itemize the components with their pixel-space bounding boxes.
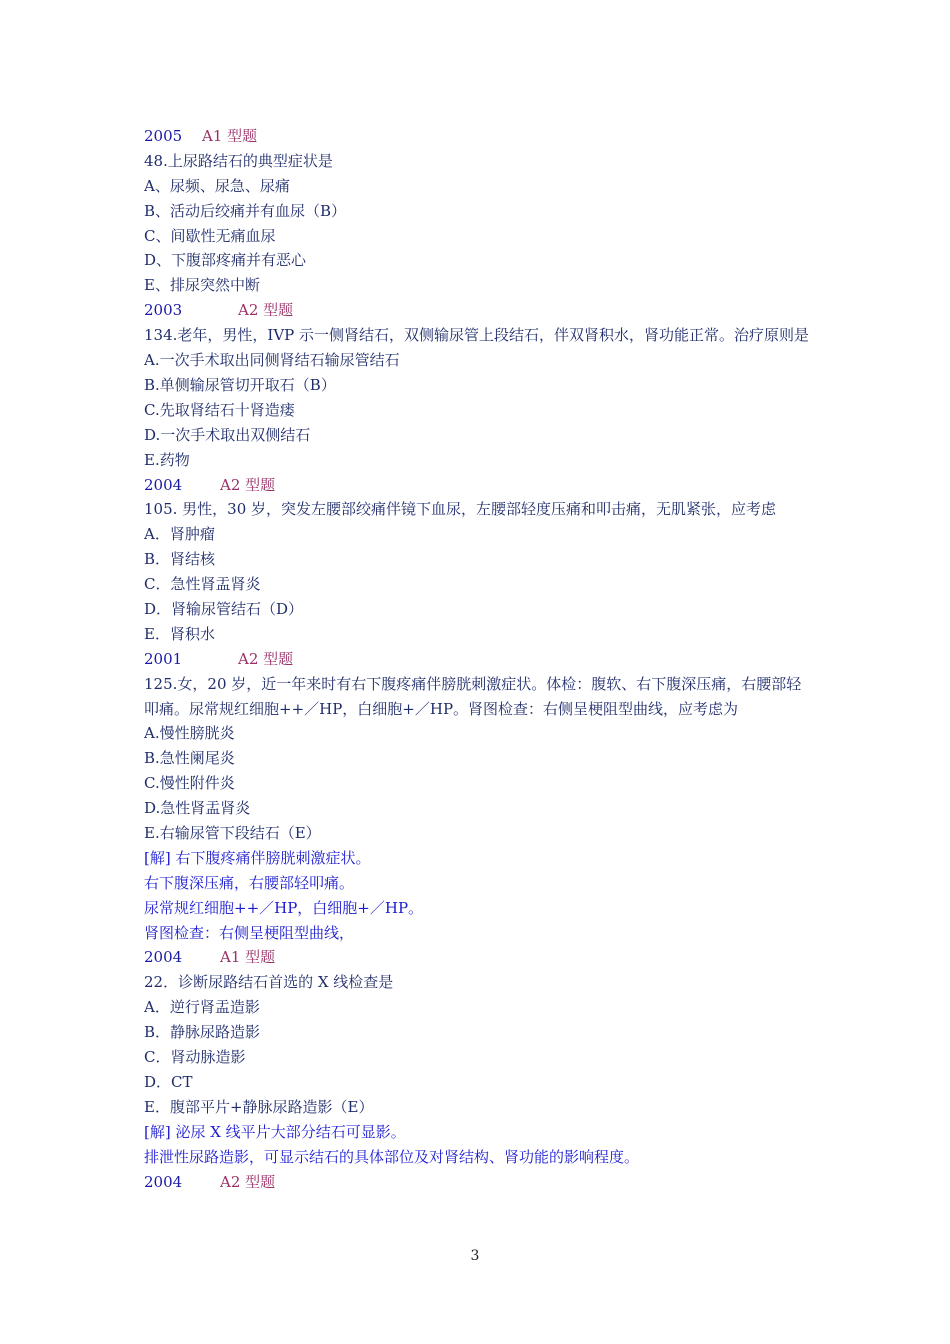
answer-option: B.单侧输尿管切开取石（B） xyxy=(144,375,336,394)
question-header xyxy=(144,124,814,149)
answer-option: D.急性肾盂肾炎 xyxy=(144,799,251,818)
question-text: 48.上尿路结石的典型症状是 xyxy=(144,151,333,170)
question-type: A2 型题 xyxy=(220,1172,276,1191)
answer-option: C.慢性附件炎 xyxy=(144,774,235,793)
exam-year: 2004 xyxy=(144,1172,183,1191)
question-type: A2 型题 xyxy=(220,475,276,494)
question-type: A2 型题 xyxy=(238,649,294,668)
answer-option: D．CT xyxy=(144,1072,193,1091)
exam-year: 2004 xyxy=(144,475,183,494)
answer-option: A．逆行肾盂造影 xyxy=(144,998,260,1017)
question-header xyxy=(144,473,814,498)
answer-option: B、活动后绞痛并有血尿（B） xyxy=(144,201,347,220)
explanation-line: 肾图检查：右侧呈梗阻型曲线， xyxy=(144,923,355,942)
answer-option: C.先取肾结石十肾造瘘 xyxy=(144,400,295,419)
answer-option: C．急性肾盂肾炎 xyxy=(144,575,261,594)
answer-option: A.一次手术取出同侧肾结石输尿管结石 xyxy=(144,351,400,370)
question-header xyxy=(144,647,814,672)
exam-year: 2003 xyxy=(144,301,183,320)
exam-year: 2004 xyxy=(144,948,183,967)
question-text: 105. 男性，30 岁，突发左腰部绞痛伴镜下血尿，左腰部轻度压痛和叩击痛，无肌紧张，应考虑 xyxy=(144,500,777,519)
question-header xyxy=(144,1170,814,1195)
answer-option: E．肾积水 xyxy=(144,624,215,643)
answer-option: A.慢性膀胱炎 xyxy=(144,724,235,743)
answer-option: B．静脉尿路造影 xyxy=(144,1023,261,1042)
question-type: A1 型题 xyxy=(220,948,276,967)
explanation-line: 右下腹深压痛，右腰部轻叩痛。 xyxy=(144,873,355,892)
answer-option: D、下腹部疼痛并有恶心 xyxy=(144,251,307,270)
question-text: 134.老年，男性，IVP 示一侧肾结石，双侧输尿管上段结石，伴双肾积水，肾功能正常。治疗原则是 xyxy=(144,326,810,345)
answer-option: C．肾动脉造影 xyxy=(144,1048,246,1067)
answer-option: E．腹部平片+静脉尿路造影（E） xyxy=(144,1097,374,1116)
answer-option: A、尿频、尿急、尿痛 xyxy=(144,176,290,195)
answer-option: A．肾肿瘤 xyxy=(144,525,215,544)
question-header xyxy=(144,298,814,323)
question-type: A1 型题 xyxy=(202,127,258,145)
answer-option: E.右输尿管下段结石（E） xyxy=(144,824,321,843)
answer-option: E、排尿突然中断 xyxy=(144,276,260,295)
explanation-line: [解] 右下腹疼痛伴膀胱刺激症状。 xyxy=(144,848,371,867)
explanation-line: [解] 泌尿 X 线平片大部分结石可显影。 xyxy=(144,1122,406,1141)
answer-option: E.药物 xyxy=(144,450,190,469)
answer-option: D.一次手术取出双侧结石 xyxy=(144,425,311,444)
explanation-line: 排泄性尿路造影，可显示结石的具体部位及对肾结构、肾功能的影响程度。 xyxy=(144,1147,640,1166)
question-text: 22．诊断尿路结石首选的 X 线检查是 xyxy=(144,973,394,992)
exam-year: 2005 xyxy=(144,127,183,145)
explanation-line: 尿常规红细胞++／HP，白细胞+／HP。 xyxy=(144,898,424,917)
answer-option: B.急性阑尾炎 xyxy=(144,749,235,768)
answer-option: B．肾结核 xyxy=(144,550,216,569)
answer-option: C、间歇性无痛血尿 xyxy=(144,226,276,245)
page-number: 3 xyxy=(470,1248,480,1264)
question-header xyxy=(144,945,814,970)
question-text: 125.女，20 岁，近一年来时有右下腹疼痛伴膀胱刺激症状。体检：腹软、右下腹深压痛，右腰部轻叩痛。尿常规红细胞++／HP，白细胞+／HP。肾图检查：右侧呈梗阻型曲线，应考虑为 xyxy=(144,674,802,718)
exam-year: 2001 xyxy=(144,649,183,668)
answer-option: D．肾输尿管结石（D） xyxy=(144,599,304,618)
document-body xyxy=(144,124,814,1194)
question-type: A2 型题 xyxy=(238,301,294,320)
